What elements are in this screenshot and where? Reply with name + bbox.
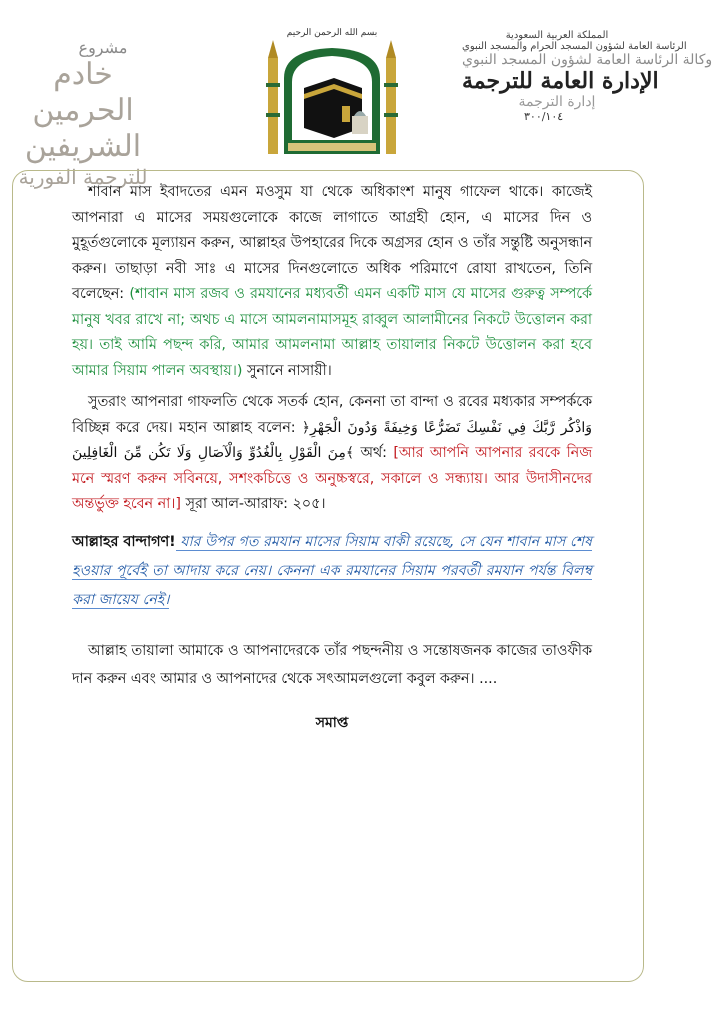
paragraph-1 [72, 180, 592, 384]
meaning-label: অর্থ: [354, 445, 394, 461]
letterhead [0, 0, 712, 189]
paragraph-4 [72, 637, 592, 693]
letterhead-line2: الرئاسة العامة لشؤون المسجد الحرام والمسجد النبوي [462, 41, 687, 52]
quran-verse: ﴿وَاذْكُر رَّبَّكَ فِي نَفْسِكَ تَضَرُّعًا وَخِيفَةً وَدُونَ الْجَهْرِ مِنَ الْقَوْلِ بِالْغُدُوِّ وَالْآصَالِ وَلَا تَكُن مِّنَ الْغَافِلِينَ﴾ [72, 419, 592, 461]
verse-translation: [আর আপনি আপনার রবকে নিজ মনে স্মরণ করুন সবিনয়ে, সশংকচিত্তে ও অনুচ্চস্বরে, সকালে ও সন্ধ্যায়। আর উদাসীনদের অন্তর্ভুক্ত হবেন না।] [72, 445, 592, 512]
address-servants: আল্লাহর বান্দাগণ! [72, 533, 176, 550]
project-logo-line1: مشروع [78, 38, 128, 57]
document-body [72, 176, 592, 735]
letterhead-line4: الإدارة العامة للترجمة [462, 68, 659, 94]
presidency-letterhead [462, 30, 712, 160]
reminder-text: যার উপর গত রমযান মাসের সিয়াম বাকী রয়েছে, সে যেন শাবান মাস শেষ হওয়ার পূর্বেই তা আদায় করে নেয়। কেননা এক রমযানের সিয়াম পরবর্তী রমযান পর্যন্ত বিলম্ব করা জায়েয নেই। [72, 533, 592, 608]
project-logo-line3: للترجمة الفورية [18, 165, 148, 189]
paragraph-1-text: শাবান মাস ইবাদতের এমন মওসুম যা থেকে অধিকাংশ মানুষ গাফেল থাকে। কাজেই আপনারা এ মাসের সময়গুলোকে কাজে লাগাতে আগ্রহী হোন, এ মাসের দিন ও মুহূর্তগুলোকে মূল্যায়ন করুন, আল্লাহর উপহারের দিকে অগ্রসর হোন ও তাঁর সন্তুষ্টি অনুসন্ধান করুন। তাছাড়া নবী সাঃ এ মাসের দিনগুলোতে অধিক পরিমাণে রোযা রাখতেন, তিনি বলেছেন: [72, 184, 592, 302]
paragraph-3 [72, 528, 592, 615]
paragraph-2-text: সুতরাং আপনারা গাফলতি থেকে সতর্ক হোন, কেননা তা বান্দা ও রবের মধ্যকার সম্পর্ককে বিচ্ছিন্ন করে দেয়। মহান আল্লাহ বলেন: [72, 394, 592, 436]
mosque-emblem [262, 28, 402, 158]
reference-number: ٣٠٠/١٠٤ [524, 110, 564, 123]
closing-word: সমাপ্ত [315, 714, 349, 731]
basmala-text: بسم الله الرحمن الرحيم [286, 28, 378, 38]
letterhead-line5: إدارة الترجمة [518, 94, 596, 110]
hadith-quote: (শাবান মাস রজব ও রমযানের মধ্যবর্তী এমন একটি মাস যে মাসের গুরুত্ব সম্পর্কে মানুষ খবর রাখে না; অথচ এ মাসে আমলনামাসমূহ রাব্বুল আলামীনের নিকটে উত্তোলন করা হয়। তাই আমি পছন্দ করি, আমার আমলনামা আল্লাহ তায়ালার নিকটে উত্তোলন করা হবে আমার সিয়াম পালন অবস্থায়।) [72, 286, 592, 379]
letterhead-line3: وكالة الرئاسة العامة لشؤون المسجد النبوي [462, 52, 712, 68]
verse-reference: সূরা আল-আরাফ: ২০৫। [180, 496, 326, 512]
project-logo-line2: خادم الحرمين الشريفين [24, 57, 142, 164]
letterhead-line1: المملكة العربية السعودية [505, 30, 609, 41]
kaaba-emblem-icon [262, 28, 402, 158]
project-logo [8, 38, 158, 189]
hadith-source: সুনানে নাসায়ী। [242, 362, 332, 379]
closing-prayer: আল্লাহ তায়ালা আমাকে ও আপনাদেরকে তাঁর পছন্দনীয় ও সন্তোষজনক কাজের তাওফীক দান করুন এবং আমার ও আপনাদের থেকে সৎআমলগুলো কবুল করুন। .... [72, 642, 592, 687]
paragraph-2 [72, 390, 592, 518]
